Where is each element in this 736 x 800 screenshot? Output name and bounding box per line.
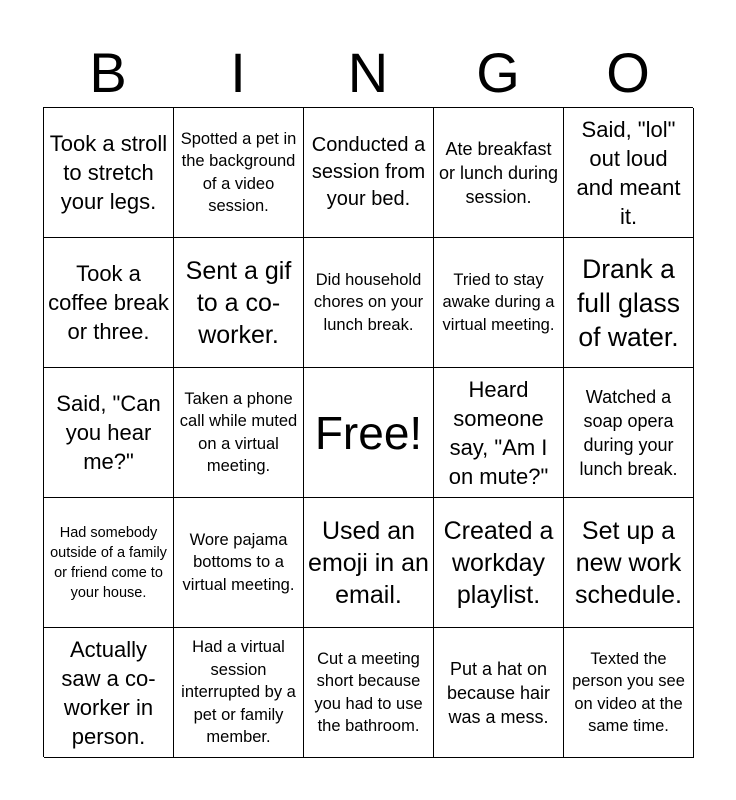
cell-text: Used an emoji in an email. xyxy=(308,516,429,609)
cell-text: Watched a soap opera during your lunch break. xyxy=(579,386,678,479)
cell-text: Conducted a session from your bed. xyxy=(311,134,426,210)
cell-text: Actually saw a co-worker in person. xyxy=(61,636,156,749)
header-letter-g: G xyxy=(476,41,520,104)
header-letter-o: O xyxy=(606,41,650,104)
cell-text: Ate breakfast or lunch during session. xyxy=(438,138,559,207)
header-letter-i: I xyxy=(230,41,246,104)
cell-text: Had a virtual session interrupted by a pet or family member. xyxy=(181,638,296,747)
bingo-cell[interactable] xyxy=(174,108,304,238)
bingo-cell[interactable] xyxy=(174,238,304,368)
bingo-cell[interactable] xyxy=(564,368,694,498)
cell-text: Had somebody outside of a family or friend come to your house. xyxy=(50,524,167,601)
bingo-cell[interactable] xyxy=(304,628,434,758)
bingo-cell[interactable] xyxy=(44,238,174,368)
bingo-cell[interactable] xyxy=(564,108,694,238)
cell-text: Wore pajama bottoms to a virtual meeting. xyxy=(182,530,295,594)
cell-text: Drank a full glass of water. xyxy=(576,253,681,352)
bingo-cell[interactable] xyxy=(434,498,564,628)
bingo-cell[interactable] xyxy=(564,498,694,628)
cell-text: Said, "lol" out loud and meant it. xyxy=(576,116,681,229)
cell-text: Took a stroll to stretch your legs. xyxy=(49,131,168,214)
cell-text: Heard someone say, "Am I on mute?" xyxy=(448,376,549,489)
header-letter-n: N xyxy=(347,41,389,104)
bingo-board xyxy=(43,107,693,757)
cell-text: Set up a new work schedule. xyxy=(574,516,683,609)
bingo-cell[interactable] xyxy=(44,628,174,758)
bingo-cell[interactable] xyxy=(564,628,694,758)
bingo-cell[interactable] xyxy=(174,628,304,758)
cell-text: Created a workday playlist. xyxy=(443,516,554,609)
cell-text: Taken a phone call while muted on a virtual meeting. xyxy=(179,389,298,475)
cell-text: Sent a gif to a co-worker. xyxy=(185,256,292,349)
free-cell[interactable] xyxy=(304,368,434,498)
cell-text: Took a coffee break or three. xyxy=(48,261,169,344)
cell-text: Tried to stay awake during a virtual meeting. xyxy=(442,270,555,334)
bingo-cell[interactable] xyxy=(304,238,434,368)
cell-text: Did household chores on your lunch break. xyxy=(313,270,424,334)
header-letter-b: B xyxy=(89,41,127,104)
bingo-cell[interactable] xyxy=(44,498,174,628)
bingo-cell[interactable] xyxy=(304,498,434,628)
bingo-cell[interactable] xyxy=(44,368,174,498)
cell-text: Cut a meeting short because you had to use the bathroom. xyxy=(314,649,423,735)
cell-text: Put a hat on because hair was a mess. xyxy=(446,658,551,727)
bingo-header xyxy=(43,38,693,108)
bingo-cell[interactable] xyxy=(44,108,174,238)
free-text: Free! xyxy=(314,406,423,459)
cell-text: Spotted a pet in the background of a video session. xyxy=(180,129,297,215)
cell-text: Texted the person you see on video at the same time. xyxy=(572,649,685,735)
bingo-cell[interactable] xyxy=(434,238,564,368)
bingo-cell[interactable] xyxy=(304,108,434,238)
cell-text: Said, "Can you hear me?" xyxy=(56,391,161,474)
bingo-cell[interactable] xyxy=(174,368,304,498)
bingo-cell[interactable] xyxy=(434,108,564,238)
bingo-cell[interactable] xyxy=(174,498,304,628)
bingo-cell[interactable] xyxy=(434,368,564,498)
bingo-cell[interactable] xyxy=(434,628,564,758)
bingo-cell[interactable] xyxy=(564,238,694,368)
